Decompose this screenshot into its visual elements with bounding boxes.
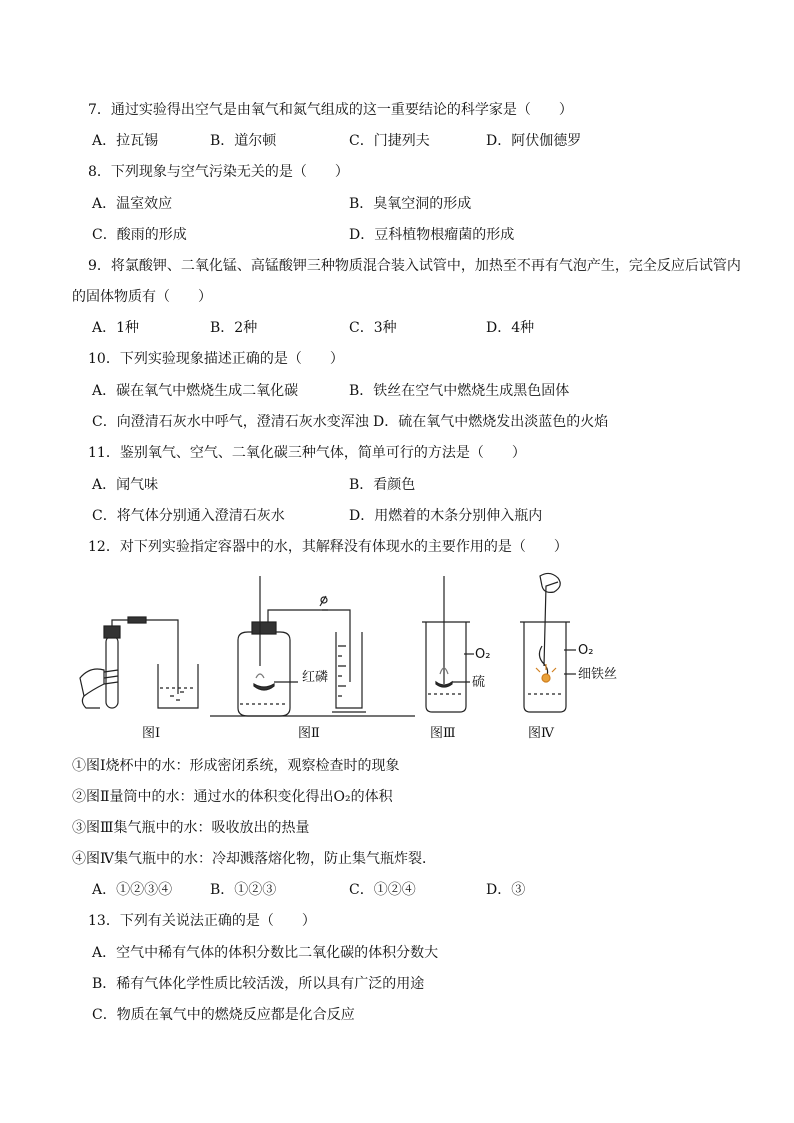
q11-option-d[interactable]: D．用燃着的木条分别伸入瓶内: [349, 508, 543, 524]
q11-option-b[interactable]: B．看颜色: [349, 477, 416, 493]
q12-statement-4: ④图Ⅳ集气瓶中的水：冷却溅落熔化物，防止集气瓶炸裂．: [72, 851, 436, 867]
q11-option-c[interactable]: C．将气体分别通入澄清石灰水: [92, 508, 285, 524]
question-8-stem: 8．下列现象与空气污染无关的是（ ）: [88, 164, 349, 180]
question-13-stem: 13．下列有关说法正确的是（ ）: [88, 913, 316, 929]
label-o2-figure-3: O₂: [475, 647, 491, 662]
q10-option-d[interactable]: D．硫在氧气中燃烧发出淡蓝色的火焰: [373, 414, 609, 430]
figure-1-label: 图Ⅰ: [142, 726, 161, 741]
q9-option-c[interactable]: C．3种: [349, 320, 397, 336]
q13-option-b[interactable]: B．稀有气体化学性质比较活泼，所以具有广泛的用途: [92, 976, 425, 992]
figure-4-label: 图Ⅳ: [528, 726, 554, 741]
q13-option-c[interactable]: C．物质在氧气中的燃烧反应都是化合反应: [92, 1007, 355, 1023]
q10-option-a[interactable]: A．碳在氧气中燃烧生成二氧化碳: [92, 383, 299, 399]
question-9-stem-line2: 的固体物质有（ ）: [72, 289, 212, 305]
q8-option-d[interactable]: D．豆科植物根瘤菌的形成: [349, 227, 515, 243]
q7-option-d[interactable]: D．阿伏伽德罗: [486, 133, 582, 149]
label-o2-figure-4: O₂: [578, 643, 594, 658]
question-9-stem-line1: 9．将氯酸钾、二氧化锰、高锰酸钾三种物质混合装入试管中，加热至不再有气泡产生，完全反应后试管内: [88, 258, 741, 274]
label-red-phosphorus: 红磷: [302, 670, 329, 685]
question-7-stem: 7．通过实验得出空气是由氧气和氮气组成的这一重要结论的科学家是（ ）: [88, 102, 573, 118]
question-11-stem: 11．鉴别氧气、空气、二氧化碳三种气体，简单可行的方法是（ ）: [88, 445, 526, 461]
figure-3-sulfur-apparatus: [422, 576, 474, 712]
apparatus-illustration: [70, 566, 670, 746]
q7-option-b[interactable]: B．道尔顿: [210, 133, 277, 149]
q10-option-c[interactable]: C．向澄清石灰水中呼气，澄清石灰水变浑浊: [92, 414, 369, 430]
q9-option-b[interactable]: B．2种: [210, 320, 258, 336]
q9-option-a[interactable]: A．1种: [92, 320, 140, 336]
q10-option-b[interactable]: B．铁丝在空气中燃烧生成黑色固体: [349, 383, 570, 399]
q12-option-c[interactable]: C．①②④: [349, 882, 416, 898]
figure-3-label: 图Ⅲ: [430, 726, 456, 741]
figure-2-label: 图Ⅱ: [298, 726, 320, 741]
experiment-figures: [70, 566, 670, 746]
q11-option-a[interactable]: A．闻气味: [92, 477, 159, 493]
figure-4-iron-wire-apparatus: [520, 573, 576, 712]
q8-option-c[interactable]: C．酸雨的形成: [92, 227, 187, 243]
figure-2-phosphorus-apparatus: [210, 576, 415, 716]
q7-option-a[interactable]: A．拉瓦锡: [92, 133, 159, 149]
q12-option-d[interactable]: D．③: [486, 882, 526, 898]
q12-statement-1: ①图Ⅰ烧杯中的水：形成密闭系统，观察检查时的现象: [72, 758, 400, 774]
q12-statement-2: ②图Ⅱ量筒中的水：通过水的体积变化得出O₂的体积: [72, 789, 393, 805]
question-10-stem: 10．下列实验现象描述正确的是（ ）: [88, 351, 344, 367]
q9-option-d[interactable]: D．4种: [486, 320, 535, 336]
q12-option-a[interactable]: A．①②③④: [92, 882, 173, 898]
label-iron-wire: 细铁丝: [578, 667, 618, 682]
question-12-stem: 12．对下列实验指定容器中的水，其解释没有体现水的主要作用的是（ ）: [88, 539, 568, 555]
q12-statement-3: ③图Ⅲ集气瓶中的水：吸收放出的热量: [72, 820, 310, 836]
q8-option-b[interactable]: B．臭氧空洞的形成: [349, 196, 472, 212]
label-sulfur: 硫: [472, 675, 486, 690]
figure-1-airtightness-apparatus: [80, 617, 198, 708]
q13-option-a[interactable]: A．空气中稀有气体的体积分数比二氧化碳的体积分数大: [92, 945, 439, 961]
q8-option-a[interactable]: A．温室效应: [92, 196, 173, 212]
q12-option-b[interactable]: B．①②③: [210, 882, 277, 898]
q7-option-c[interactable]: C．门捷列夫: [349, 133, 430, 149]
